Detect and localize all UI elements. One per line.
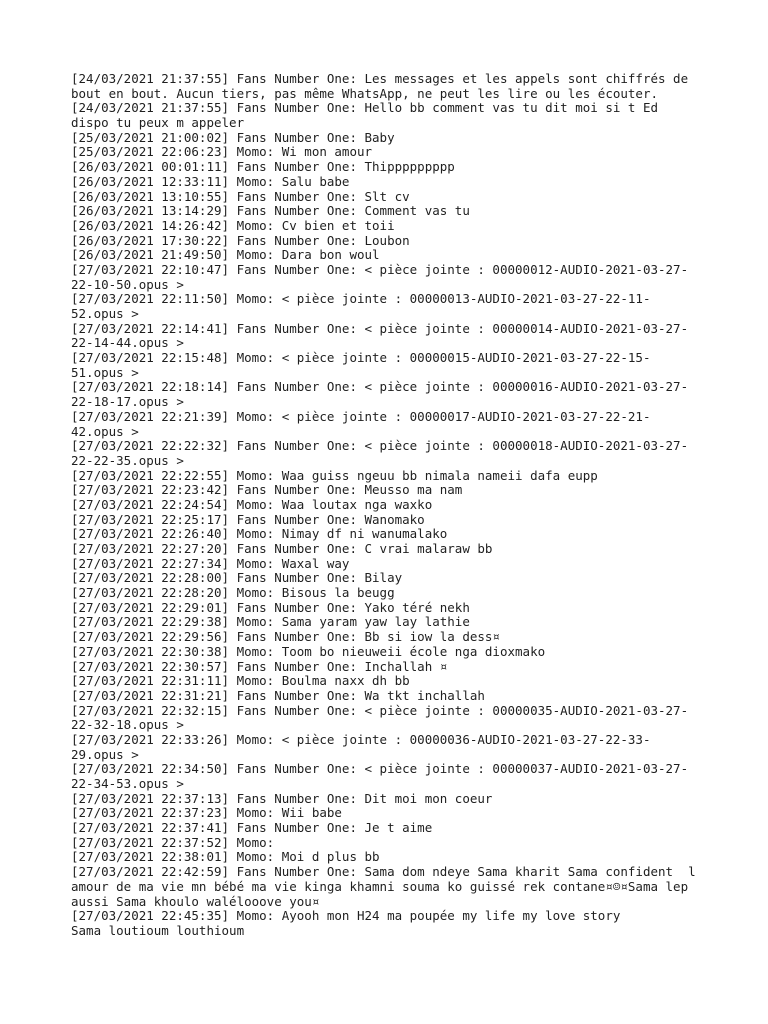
transcript-line: [27/03/2021 22:37:13] Fans Number One: Dit moi mon coeur (71, 790, 493, 806)
transcript-line: [27/03/2021 22:37:23] Momo: Wii babe (71, 805, 342, 821)
transcript-line: [27/03/2021 22:45:35] Momo: Ayooh mon H24 ma poupée my life my love story (71, 908, 621, 924)
transcript-line: [27/03/2021 22:38:01] Momo: Moi d plus bb (71, 849, 380, 865)
transcript-line: [27/03/2021 22:23:42] Fans Number One: Meusso ma nam (71, 482, 463, 498)
transcript-line: 22-18-17.opus > (71, 394, 184, 410)
transcript-line: [27/03/2021 22:30:38] Momo: Toom bo nieuweii école nga dioxmako (71, 643, 546, 659)
transcript-line: [27/03/2021 22:30:57] Fans Number One: Inchallah ¤ (71, 658, 448, 674)
transcript-line: 29.opus > (71, 746, 139, 762)
transcript-line: [26/03/2021 12:33:11] Momo: Salu babe (71, 173, 350, 189)
transcript-line: [26/03/2021 21:49:50] Momo: Dara bon woul (71, 247, 380, 263)
transcript-line: 52.opus > (71, 306, 139, 321)
transcript-line: [27/03/2021 22:26:40] Momo: Nimay df ni wanumalako (71, 526, 448, 542)
transcript-line: [27/03/2021 22:28:00] Fans Number One: Bilay (71, 570, 403, 586)
transcript-line: [27/03/2021 22:29:01] Fans Number One: Yako téré nekh (71, 599, 470, 615)
transcript-line: aussi Sama khoulo walélooove you¤ (71, 893, 320, 909)
transcript-line: [27/03/2021 22:31:21] Fans Number One: Wa tkt inchallah (71, 687, 485, 703)
transcript-line: [26/03/2021 13:10:55] Fans Number One: Slt cv (71, 188, 410, 204)
transcript-line: [27/03/2021 22:37:41] Fans Number One: Je t aime (71, 820, 433, 836)
transcript-line: [27/03/2021 22:15:48] Momo: < pièce jointe : 00000015-AUDIO-2021-03-27-22-15- (71, 350, 651, 366)
transcript-line: [26/03/2021 17:30:22] Fans Number One: Loubon (71, 232, 410, 248)
transcript-line: [26/03/2021 13:14:29] Fans Number One: Comment vas tu (71, 203, 470, 219)
transcript-line: [27/03/2021 22:37:52] Momo: (71, 834, 275, 850)
transcript-line: [27/03/2021 22:24:54] Momo: Waa loutax nga waxko (71, 496, 433, 512)
transcript-line: [24/03/2021 21:37:55] Fans Number One: Les messages et les appels sont chiffrés de (71, 71, 689, 86)
transcript-line: Sama loutioum louthioum (71, 922, 245, 938)
transcript-line: dispo tu peux m appeler (71, 115, 245, 131)
transcript-line: 42.opus > (71, 423, 139, 439)
transcript-line: [26/03/2021 14:26:42] Momo: Cv bien et toii (71, 217, 395, 233)
transcript-line: [27/03/2021 22:28:20] Momo: Bisous la beugg (71, 585, 395, 601)
transcript-line: [27/03/2021 22:25:17] Fans Number One: Wanomako (71, 511, 425, 527)
transcript-line: [27/03/2021 22:27:34] Momo: Waxal way (71, 555, 350, 571)
transcript-line: 51.opus > (71, 364, 139, 380)
transcript-line: amour de ma vie mn bébé ma vie kinga khamni souma ko guissé rek contane¤☺¤Sama lep (71, 878, 689, 894)
transcript-line: [27/03/2021 22:14:41] Fans Number One: < pièce jointe : 00000014-AUDIO-2021-03-27- (71, 320, 689, 336)
chat-transcript (71, 72, 701, 939)
transcript-line: [27/03/2021 22:10:47] Fans Number One: < pièce jointe : 00000012-AUDIO-2021-03-27- (71, 261, 689, 277)
transcript-line: [26/03/2021 00:01:11] Fans Number One: Thippppppppp (71, 159, 455, 175)
transcript-line: 22-22-35.opus > (71, 452, 184, 468)
transcript-line: [27/03/2021 22:29:56] Fans Number One: Bb si iow la dess¤ (71, 629, 500, 645)
transcript-line: [27/03/2021 22:29:38] Momo: Sama yaram yaw lay lathie (71, 614, 470, 630)
transcript-line: 22-10-50.opus > (71, 276, 184, 292)
transcript-line: [27/03/2021 22:22:32] Fans Number One: < pièce jointe : 00000018-AUDIO-2021-03-27- (71, 438, 689, 454)
transcript-line: bout en bout. Aucun tiers, pas même WhatsApp, ne peut les lire ou les écouter. (71, 85, 658, 101)
transcript-line: [27/03/2021 22:22:55] Momo: Waa guiss ngeuu bb nimala nameii dafa eupp (71, 467, 598, 483)
transcript-line: [27/03/2021 22:31:11] Momo: Boulma naxx dh bb (71, 673, 410, 689)
transcript-line: [27/03/2021 22:42:59] Fans Number One: Sama dom ndeye Sama kharit Sama confident l (71, 864, 696, 880)
transcript-line: [27/03/2021 22:33:26] Momo: < pièce jointe : 00000036-AUDIO-2021-03-27-22-33- (71, 731, 651, 747)
transcript-line: 22-32-18.opus > (71, 717, 184, 733)
transcript-line: [27/03/2021 22:34:50] Fans Number One: < pièce jointe : 00000037-AUDIO-2021-03-27- (71, 761, 689, 777)
transcript-line: [27/03/2021 22:21:39] Momo: < pièce jointe : 00000017-AUDIO-2021-03-27-22-21- (71, 408, 651, 424)
transcript-line: 22-34-53.opus > (71, 776, 184, 791)
transcript-line: [25/03/2021 22:06:23] Momo: Wi mon amour (71, 144, 373, 160)
transcript-line: [24/03/2021 21:37:55] Fans Number One: Hello bb comment vas tu dit moi si t Ed (71, 100, 658, 116)
transcript-line: [27/03/2021 22:18:14] Fans Number One: < pièce jointe : 00000016-AUDIO-2021-03-27- (71, 379, 689, 395)
transcript-line: [27/03/2021 22:27:20] Fans Number One: C vrai malaraw bb (71, 541, 493, 556)
transcript-line: 22-14-44.opus > (71, 335, 184, 351)
transcript-line: [27/03/2021 22:32:15] Fans Number One: < pièce jointe : 00000035-AUDIO-2021-03-27- (71, 702, 689, 718)
transcript-line: [27/03/2021 22:11:50] Momo: < pièce jointe : 00000013-AUDIO-2021-03-27-22-11- (71, 291, 651, 307)
transcript-line: [25/03/2021 21:00:02] Fans Number One: Baby (71, 129, 395, 145)
